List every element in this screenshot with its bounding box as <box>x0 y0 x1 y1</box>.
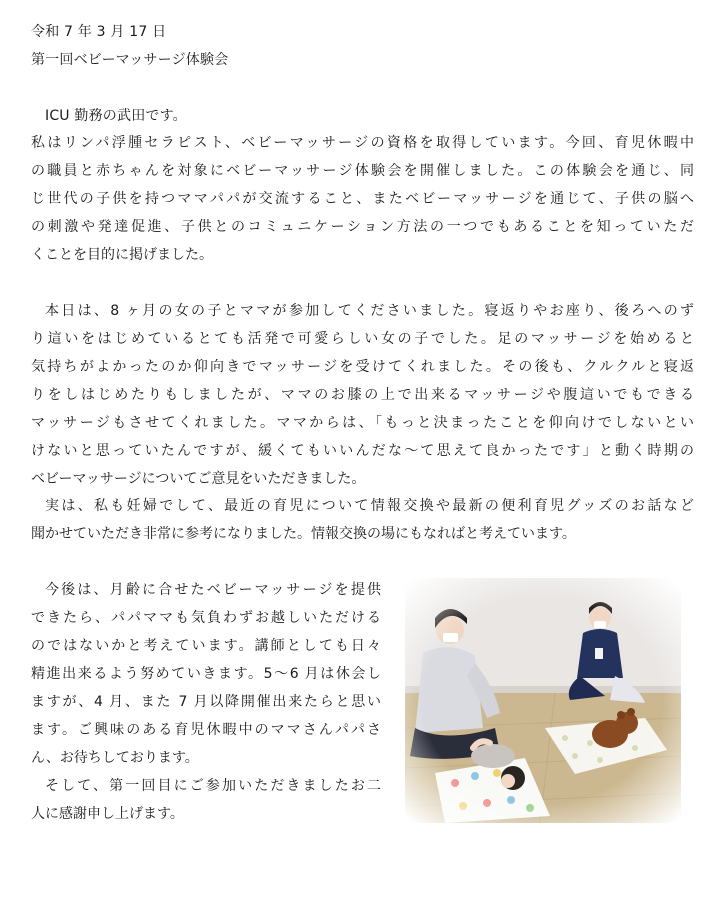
report-line: マッサージもさせてくれました。ママからは、「もっと決まったことを仰向けでしないとい <box>31 415 694 431</box>
future-line: 今後は、月齢に合せたベビーマッサージを提供 <box>45 582 381 598</box>
future-line: できたら、パパママも気負わずお越しいただける <box>31 610 381 626</box>
massage-session-photo <box>405 578 681 823</box>
greeting: ICU 勤務の武田です。 <box>45 108 187 124</box>
document-title: 第一回ベビーマッサージ体験会 <box>31 52 229 68</box>
future-line: ん、お待ちしております。 <box>31 750 199 766</box>
future-line: ますが、4 月、また 7 月以降開催出来たらと思い <box>31 694 381 710</box>
document-date: 令和 7 年 3 月 17 日 <box>31 24 167 40</box>
thanks-line: そして、第一回目にご参加いただきましたお二 <box>45 778 381 794</box>
intro-line: じ世代の子供を持つママパパが交流すること、またベビーマッサージを通じて、子供の脳へ <box>31 191 694 207</box>
intro-line: の刺激や発達促進、子供とのコミュニケーション方法の一つでもあることを知っていただ <box>31 219 694 235</box>
report-line: ベビーマッサージについてご意見をいただきました。 <box>31 471 366 487</box>
report-line: けないと思っていたんですが、緩くてもいいんだな〜て思えて良かったです」と動く時期の <box>31 443 694 459</box>
personal-line: 聞かせていただき非常に参考になりました。情報交換の場にもなればと考えています。 <box>31 526 576 542</box>
intro-line: の職員と赤ちゃんを対象にベビーマッサージ体験会を開催しました。この体験会を通じ、同 <box>31 163 694 179</box>
report-line: 気持ちがよかったのか仰向きでマッサージを受けてくれました。その後も、クルクルと寝返 <box>31 359 694 375</box>
future-line: ます。ご興味のある育児休暇中のママさんパパさ <box>31 722 381 738</box>
future-line: のではないかと考えています。講師としても日々 <box>31 638 381 654</box>
report-line: り這いをはじめているとても活発で可愛らしい女の子でした。足のマッサージを始めると <box>31 331 694 347</box>
report-line: 本日は、8 ヶ月の女の子とママが参加してくださいました。寝返りやお座り、後ろへのず <box>45 303 694 319</box>
report-line: りをしはじめたりもしましたが、ママのお膝の上で出来るマッサージや腹這いでもできる <box>31 387 694 403</box>
personal-line: 実は、私も妊婦でして、最近の育児について情報交換や最新の便利育児グッズのお話など <box>45 498 694 514</box>
thanks-line: 人に感謝申し上げます。 <box>31 806 184 822</box>
future-line: 精進出来るよう努めていきます。5〜6 月は休会し <box>31 666 381 682</box>
intro-line: 私はリンパ浮腫セラピスト、ベビーマッサージの資格を取得しています。今回、育児休暇中 <box>31 135 694 151</box>
intro-line: くことを目的に掲げました。 <box>31 247 213 263</box>
